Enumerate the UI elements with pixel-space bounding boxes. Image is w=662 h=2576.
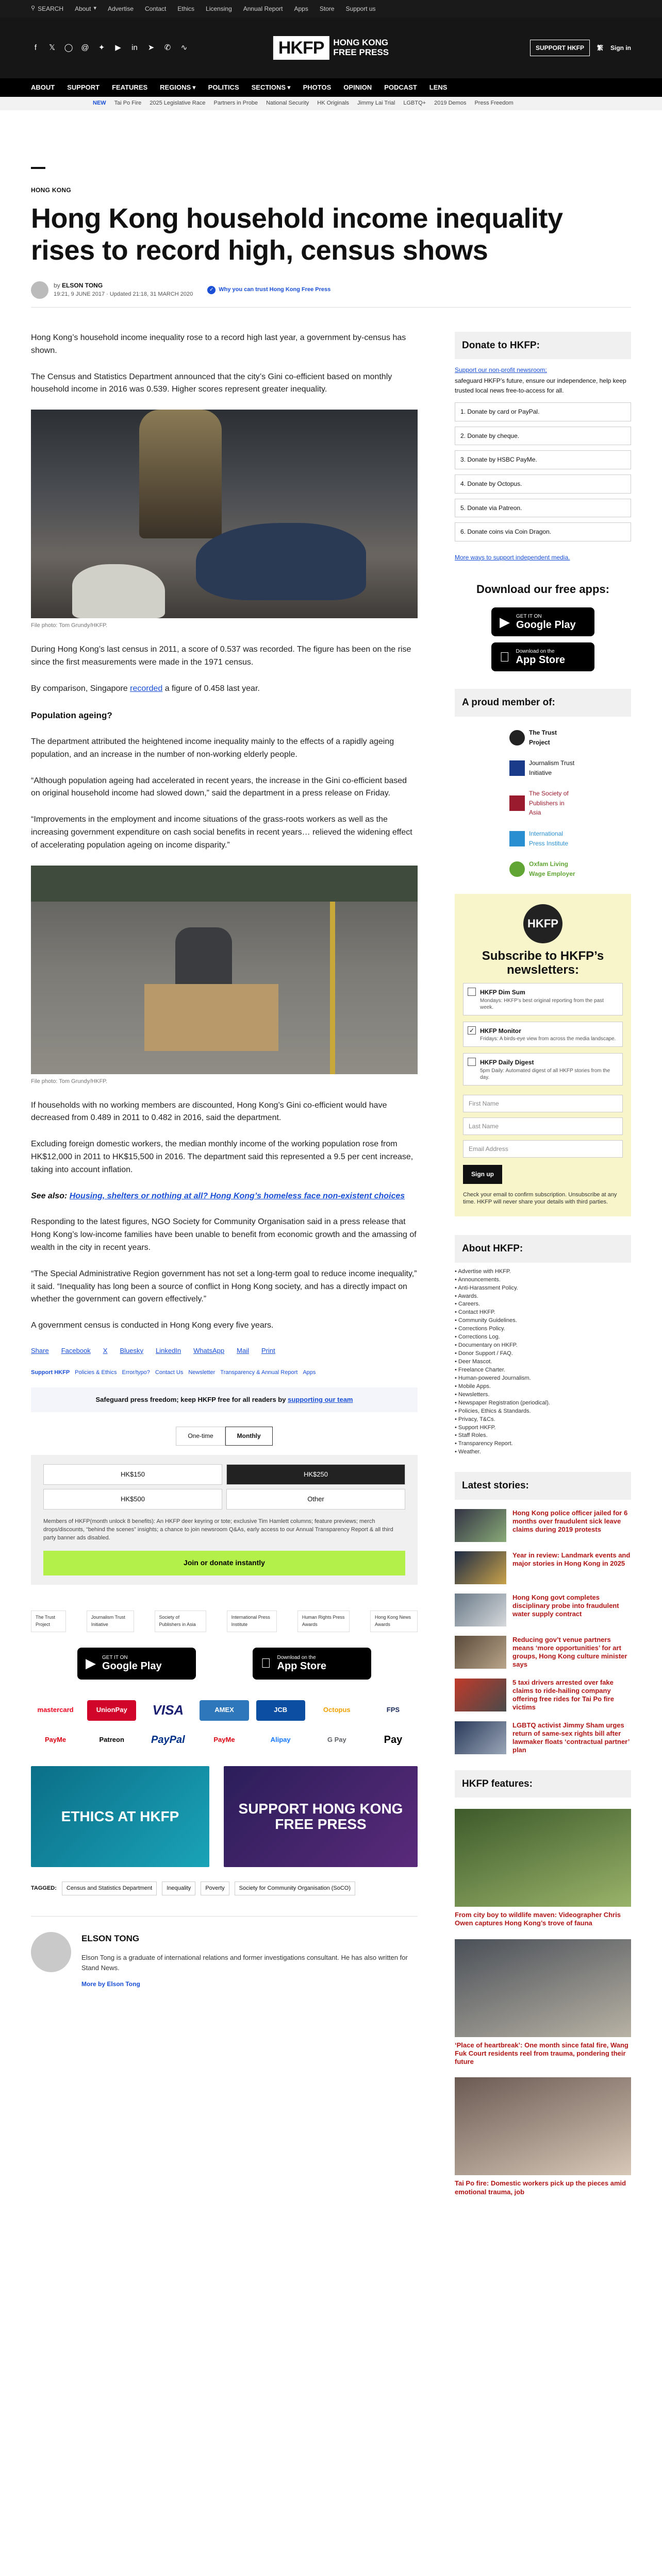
- donation-frequency: [31, 1427, 418, 1446]
- trending-item[interactable]: 2019 Demos: [434, 100, 467, 107]
- feature-image: [455, 1809, 631, 1907]
- photo-shape: [196, 523, 366, 600]
- share-print[interactable]: Print: [261, 1346, 275, 1354]
- share-facebook[interactable]: Facebook: [61, 1346, 91, 1354]
- see-also-link[interactable]: Housing, shelters or nothing at all? Hong Kong’s homeless face non-existent choices: [69, 1191, 405, 1200]
- join-donate-button[interactable]: Join or donate instantly: [43, 1551, 405, 1575]
- x-icon[interactable]: 𝕏: [48, 43, 56, 53]
- nav-regions[interactable]: REGIONS ▾: [160, 82, 196, 93]
- paragraph: Hong Kong’s household income inequality rose to a record high last year, a government by-census has shown.: [31, 333, 406, 355]
- topbar-licensing[interactable]: Licensing: [206, 5, 232, 12]
- topbar-annual-report[interactable]: Annual Report: [243, 5, 283, 12]
- about-link[interactable]: • Policies, Ethics & Standards.: [455, 1408, 631, 1416]
- about-link[interactable]: • Mobile Apps.: [455, 1383, 631, 1391]
- payment-logo: VISA: [152, 1702, 184, 1718]
- feature-story[interactable]: From city boy to wildlife maven: Videographer Chris Owen captures Hong Kong’s trove of fauna: [455, 1809, 631, 1928]
- policy-transparency[interactable]: Transparency & Annual Report: [220, 1369, 298, 1376]
- checkbox[interactable]: [468, 1058, 476, 1066]
- nav-photos[interactable]: PHOTOS: [303, 83, 332, 91]
- trending-bar: [0, 97, 662, 110]
- author-box: [31, 1916, 418, 1989]
- paragraph: “The Special Administrative Region government has not set a long-term goal to reduce income inequality,” it said. “Inequality has long been a source of conflict in Hong Kong society, and has a directly impact on whether the government can govern effectively.”: [31, 1269, 417, 1304]
- partner-logo[interactable]: The Trust Project: [31, 1611, 66, 1632]
- partner-logo[interactable]: Human Rights Press Awards: [297, 1611, 350, 1632]
- paragraph: Responding to the latest figures, NGO Society for Community Organisation said in a press release that Hong Kong’s low-income families have been unable to benefit from economic growth and the amassing of wealth in the city in recent years.: [31, 1217, 417, 1252]
- member-logo[interactable]: The Trust Project: [509, 728, 576, 747]
- donate-option[interactable]: 6. Donate coins via Coin Dragon.: [455, 522, 631, 541]
- paragraph: By comparison, Singapore recorded a figure of 0.458 last year.: [31, 684, 260, 693]
- policy-ethics[interactable]: Policies & Ethics: [75, 1369, 117, 1376]
- about-list: [455, 1268, 631, 1457]
- partner-logo[interactable]: Society of Publishers in Asia: [155, 1611, 206, 1632]
- oxfam-icon: [509, 861, 525, 877]
- payment-logo: AMEX: [200, 1700, 249, 1721]
- latest-story[interactable]: 5 taxi drivers arrested over fake claims to ride-hailing company offering free rides for Tai Po fire victims: [455, 1679, 631, 1712]
- feature-story[interactable]: Tai Po fire: Domestic workers pick up the pieces amid emotional trauma, job: [455, 2077, 631, 2196]
- feature-image: [455, 1939, 631, 2037]
- telegram-icon[interactable]: ➤: [147, 43, 155, 53]
- trending-item[interactable]: Tai Po Fire: [114, 100, 142, 107]
- tag[interactable]: Society for Community Organisation (SoCO): [235, 1882, 355, 1895]
- subscribe-note: Check your email to confirm subscription. Unsubscribe at any time. HKFP will never share your details with third parties.: [463, 1191, 617, 1206]
- page-container: [31, 167, 631, 2196]
- email-field[interactable]: Email Address: [463, 1140, 623, 1158]
- language-toggle[interactable]: 繁: [597, 44, 603, 52]
- newsletter-option[interactable]: ✓ HKFP Monitor Fridays: A birds-eye view from across the media landscape.: [463, 1022, 623, 1047]
- freq-monthly[interactable]: Monthly: [225, 1427, 273, 1446]
- tag[interactable]: Inequality: [162, 1882, 195, 1895]
- whatsapp-icon[interactable]: ✆: [164, 43, 171, 53]
- payment-logo: UnionPay: [87, 1700, 136, 1721]
- payment-logo: Alipay: [270, 1736, 291, 1744]
- nav-lens[interactable]: LENS: [429, 83, 448, 91]
- topbar-contact[interactable]: Contact: [145, 5, 167, 12]
- donate-option[interactable]: 1. Donate by card or PayPal.: [455, 402, 631, 421]
- youtube-icon[interactable]: ▶: [115, 43, 121, 53]
- apple-icon: [261, 1653, 271, 1673]
- tags-label: TAGGED:: [31, 1885, 57, 1891]
- author-avatar[interactable]: [31, 1932, 71, 1972]
- topbar-ethics[interactable]: Ethics: [177, 5, 195, 12]
- app-store-button[interactable]: Download on the App Store: [491, 642, 594, 671]
- sign-in-link[interactable]: Sign in: [610, 44, 631, 52]
- payment-logo: PayMe: [44, 1736, 67, 1744]
- support-team-link[interactable]: supporting our team: [288, 1396, 353, 1404]
- donate-strip: Safeguard press freedom; keep HKFP free for all readers by supporting our team: [31, 1387, 418, 1412]
- share-label: Share: [31, 1346, 49, 1354]
- facebook-icon[interactable]: f: [34, 43, 37, 53]
- amount-grid: [43, 1464, 405, 1510]
- about-link[interactable]: • Newspaper Registration (periodical).: [455, 1399, 631, 1408]
- freq-one-time[interactable]: One-time: [176, 1427, 225, 1446]
- about-link[interactable]: • Donor Support / FAQ.: [455, 1350, 631, 1358]
- amount-option[interactable]: HK$150: [43, 1464, 222, 1485]
- rss-icon[interactable]: ∿: [180, 43, 188, 53]
- author-name[interactable]: ELSON TONG: [81, 1933, 140, 1943]
- share-whatsapp[interactable]: WhatsApp: [193, 1346, 225, 1354]
- trending-item[interactable]: National Security: [266, 100, 309, 107]
- donate-title: Donate to HKFP:: [455, 332, 631, 359]
- share-x[interactable]: X: [103, 1346, 108, 1354]
- newsletter-option[interactable]: HKFP Daily Digest 5pm Daily: Automated digest of all HKFP stories from the day.: [463, 1053, 623, 1086]
- masthead: [0, 18, 662, 78]
- about-link[interactable]: • Anti-Harassment Policy.: [455, 1284, 631, 1293]
- payment-methods: [31, 1700, 418, 1751]
- paragraph: During Hong Kong’s last census in 2011, a score of 0.537 was recorded. The figure has been on the rise since the first measurements were made in the 1971 census.: [31, 645, 411, 667]
- payment-logo: Pay: [384, 1734, 403, 1746]
- trending-item[interactable]: Press Freedom: [474, 100, 514, 107]
- share-mail[interactable]: Mail: [237, 1346, 249, 1354]
- trending-item[interactable]: 2025 Legislative Race: [150, 100, 206, 107]
- photo-caption: File photo: Tom Grundy/HKFP.: [31, 622, 108, 629]
- payment-logo: Octopus: [323, 1706, 351, 1714]
- instagram-icon[interactable]: ◯: [64, 43, 73, 53]
- story-thumbnail: [455, 1679, 506, 1711]
- payment-logo: G Pay: [327, 1736, 346, 1744]
- new-badge: NEW: [93, 100, 106, 107]
- donate-option[interactable]: 5. Donate via Patreon.: [455, 499, 631, 518]
- partner-logos: [31, 1611, 418, 1632]
- amount-option-selected[interactable]: HK$250: [226, 1464, 405, 1485]
- topbar-apps[interactable]: Apps: [294, 5, 308, 12]
- shield-icon: ✓: [207, 286, 216, 294]
- article-dates: 19:21, 9 JUNE 2017 · Updated 21:18, 31 MARCH 2020: [54, 291, 193, 298]
- latest-story[interactable]: Hong Kong govt completes disciplinary probe into fraudulent water supply contract: [455, 1594, 631, 1626]
- story-thumbnail: [455, 1509, 506, 1542]
- signup-button[interactable]: Sign up: [463, 1165, 502, 1184]
- member-title: A proud member of:: [455, 689, 631, 716]
- latest-story[interactable]: Year in review: Landmark events and major stories in Hong Kong in 2025: [455, 1551, 631, 1584]
- ethics-banner[interactable]: ETHICS AT HKFP: [31, 1766, 209, 1867]
- photo-shape: [31, 866, 418, 902]
- hkfp-logo-circle: HKFP: [523, 904, 562, 943]
- donate-option[interactable]: 2. Donate by cheque.: [455, 427, 631, 446]
- photo-shape: [72, 564, 165, 618]
- nav-sections[interactable]: SECTIONS ▾: [252, 82, 291, 93]
- main-nav: [0, 78, 662, 97]
- about-link[interactable]: • Community Guidelines.: [455, 1317, 631, 1325]
- nav-about[interactable]: ABOUT: [31, 83, 55, 91]
- topbar-advertise[interactable]: Advertise: [107, 5, 134, 12]
- author-bio: Elson Tong is a graduate of international relations and former investigations consultant. He has also written for Stand News.: [81, 1953, 408, 1972]
- site-logo[interactable]: HKFP HONG KONG FREE PRESS: [273, 36, 389, 60]
- about-link[interactable]: • Transparency Report.: [455, 1440, 631, 1448]
- google-play-button[interactable]: ▶ GET IT ON Google Play: [491, 607, 594, 636]
- tags: [31, 1882, 418, 1895]
- newsletter-option[interactable]: HKFP Dim Sum Mondays: HKFP’s best original reporting from the past week.: [463, 983, 623, 1015]
- share-linkedin[interactable]: LinkedIn: [156, 1346, 181, 1354]
- story-thumbnail: [455, 1721, 506, 1754]
- checkbox[interactable]: [468, 988, 476, 996]
- donate-option[interactable]: 4. Donate by Octopus.: [455, 474, 631, 494]
- article-photo-2[interactable]: [31, 866, 418, 1074]
- policy-error[interactable]: Error/typo?: [122, 1369, 150, 1376]
- member-logo[interactable]: The Society of Publishers in Asia: [509, 789, 576, 818]
- google-play-icon: ▶: [500, 614, 510, 630]
- about-link[interactable]: • Corrections Policy.: [455, 1325, 631, 1333]
- about-link[interactable]: • Newsletters.: [455, 1391, 631, 1399]
- policy-contact[interactable]: Contact Us: [155, 1369, 184, 1376]
- nav-politics[interactable]: POLITICS: [208, 83, 239, 91]
- last-name-field[interactable]: Last Name: [463, 1117, 623, 1135]
- support-hkfp-button[interactable]: SUPPORT HKFP: [530, 40, 590, 57]
- nav-podcast[interactable]: PODCAST: [384, 83, 417, 91]
- story-thumbnail: [455, 1636, 506, 1669]
- category-label[interactable]: HONG KONG: [31, 187, 72, 194]
- payment-logo: JCB: [256, 1700, 305, 1721]
- author-avatar: [31, 281, 48, 299]
- chevron-down-icon: ▾: [93, 5, 96, 12]
- app-store-buttons: [31, 1648, 418, 1680]
- promo-banners: [31, 1766, 418, 1867]
- photo-shape: [144, 984, 278, 1051]
- paragraph: Excluding foreign domestic workers, the median monthly income of the working population rose from HK$12,000 in 2011 to HK$15,500 in 2016. The department said this represented a 9.5 per cent increase, taking into account inflation.: [31, 1140, 413, 1174]
- photo-caption: File photo: Tom Grundy/HKFP.: [31, 1078, 108, 1084]
- about-link[interactable]: • Freelance Charter.: [455, 1366, 631, 1375]
- policy-support[interactable]: Support HKFP: [31, 1369, 70, 1376]
- about-link[interactable]: • Weather.: [455, 1448, 631, 1456]
- byline: by ELSON TONG 19:21, 9 JUNE 2017 · Updated 21:18, 31 MARCH 2020 ✓ Why you can trust Hong Kong Free Press: [31, 281, 631, 299]
- tag[interactable]: Poverty: [201, 1882, 229, 1895]
- amount-option[interactable]: HK$500: [43, 1489, 222, 1510]
- author-link[interactable]: ELSON TONG: [62, 281, 103, 289]
- membership-description: Members of HKFP(month unlock 8 benefits): An HKFP deer keyring or tote; exclusive Tim Hamlett columns; feature previews; merch drops/discounts, “behind the scenes” insights; a chance to join newsroom Q&As, early access to our Annual Transparency Report & all third party banner ads disabled.: [43, 1518, 393, 1541]
- sidebar: [455, 332, 631, 2196]
- payment-logo: FPS: [386, 1706, 400, 1714]
- donate-link[interactable]: Support our non-profit newsroom;: [455, 366, 547, 374]
- share-bar: [31, 1346, 418, 1356]
- trust-link[interactable]: ✓ Why you can trust Hong Kong Free Press: [207, 285, 330, 294]
- sopa-icon: [509, 795, 525, 811]
- topbar-search[interactable]: ⚲ SEARCH: [31, 5, 64, 12]
- top-utility-bar: [0, 0, 662, 18]
- decorative-rule: [31, 167, 45, 169]
- about-link[interactable]: • Privacy, T&Cs.: [455, 1416, 631, 1424]
- partner-logo[interactable]: Hong Kong News Awards: [370, 1611, 418, 1632]
- share-bluesky[interactable]: Bluesky: [120, 1346, 143, 1354]
- about-link[interactable]: • Contact HKFP.: [455, 1309, 631, 1317]
- latest-story[interactable]: LGBTQ activist Jimmy Sham urges return of same-sex rights bill after lawmaker floats ‘contractual partner’ plan: [455, 1721, 631, 1755]
- policy-newsletter[interactable]: Newsletter: [188, 1369, 216, 1376]
- payment-logo: Patreon: [99, 1736, 124, 1744]
- paragraph: “Improvements in the employment and income situations of the grass-roots workers as well as the increasing government expenditure on cash social benefits in recent years… relieved the widening effect of accelerating population ageing on income disparity.”: [31, 815, 412, 850]
- photo-shape: [330, 902, 335, 1074]
- latest-title: Latest stories:: [455, 1472, 631, 1499]
- chevron-down-icon: ▾: [192, 83, 196, 91]
- topbar-support-us[interactable]: Support us: [345, 5, 376, 12]
- feature-story[interactable]: ‘Place of heartbreak’: One month since fatal fire, Wang Fuk Court residents reel from trauma, pondering their future: [455, 1939, 631, 2066]
- photo-shape: [139, 410, 222, 538]
- page-title: Hong Kong household income inequality rises to record high, census shows: [31, 202, 563, 266]
- about-title: About HKFP:: [455, 1235, 631, 1262]
- bluesky-icon[interactable]: ✦: [98, 43, 105, 53]
- member-logo[interactable]: Journalism Trust Initiative: [509, 758, 576, 777]
- payment-logo: PayPal: [151, 1734, 185, 1746]
- donate-option[interactable]: 3. Donate by HSBC PayMe.: [455, 450, 631, 469]
- policy-apps[interactable]: Apps: [303, 1369, 316, 1376]
- paragraph: The department attributed the heightened income inequality mainly to the effects of a rapidly ageing population, and an increase in the number of non-working elderly people.: [31, 737, 394, 759]
- about-link[interactable]: • Awards.: [455, 1293, 631, 1301]
- about-link[interactable]: • Careers.: [455, 1300, 631, 1309]
- policy-links: [31, 1368, 418, 1377]
- app-store-button[interactable]: Download on the App Store: [253, 1648, 371, 1680]
- about-link[interactable]: • Support HKFP.: [455, 1424, 631, 1432]
- newsletter-box: [455, 894, 631, 1216]
- about-link[interactable]: • Staff Roles.: [455, 1432, 631, 1440]
- support-banner[interactable]: SUPPORT HONG KONG FREE PRESS: [224, 1766, 418, 1867]
- trust-project-icon: [509, 730, 525, 745]
- trending-item[interactable]: Jimmy Lai Trial: [357, 100, 395, 107]
- partner-logo[interactable]: Journalism Trust Initiative: [87, 1611, 134, 1632]
- section-subhead: Population ageing?: [31, 710, 112, 720]
- google-play-icon: ▶: [86, 1655, 96, 1671]
- partner-logo[interactable]: International Press Institute: [227, 1611, 277, 1632]
- ipi-icon: [509, 831, 525, 846]
- tag[interactable]: Census and Statistics Department: [62, 1882, 157, 1895]
- about-link[interactable]: • Documentary on HKFP.: [455, 1342, 631, 1350]
- newsletter-title: Subscribe to HKFP’s newsletters:: [482, 949, 604, 977]
- first-name-field[interactable]: First Name: [463, 1095, 623, 1112]
- donate-text: safeguard HKFP’s future, ensure our independence, help keep trusted local news free-to-access for all.: [455, 377, 626, 394]
- recorded-link[interactable]: recorded: [130, 684, 163, 693]
- latest-story[interactable]: Hong Kong police officer jailed for 6 months over fraudulent sick leave claims during 2019 protests: [455, 1509, 631, 1542]
- jti-icon: [509, 760, 525, 776]
- trending-item[interactable]: HK Originals: [317, 100, 350, 107]
- story-thumbnail: [455, 1594, 506, 1626]
- threads-icon[interactable]: @: [81, 43, 89, 53]
- divider: [31, 307, 631, 308]
- nav-opinion[interactable]: OPINION: [343, 83, 372, 91]
- paragraph: The Census and Statistics Department announced that the city’s Gini co-efficient based on monthly household income in 2016 was 0.539. Higher scores represent greater inequality.: [31, 372, 392, 394]
- payment-logo: mastercard: [31, 1700, 80, 1721]
- chevron-down-icon: ▾: [287, 83, 291, 91]
- article-photo-1[interactable]: [31, 410, 418, 618]
- about-link[interactable]: • Deer Mascot.: [455, 1358, 631, 1366]
- paragraph: A government census is conducted in Hong Kong every five years.: [31, 1321, 274, 1330]
- member-logo[interactable]: International Press Institute: [509, 829, 576, 848]
- apps-title: Download our free apps:: [476, 583, 609, 596]
- payment-logo: PayMe: [213, 1736, 235, 1744]
- nav-support[interactable]: SUPPORT: [67, 83, 100, 91]
- about-link[interactable]: • Advertise with HKFP.: [455, 1268, 631, 1276]
- topbar-about[interactable]: About ▾: [75, 5, 96, 12]
- more-by-author-link[interactable]: More by Elson Tong: [81, 1980, 140, 1988]
- about-link[interactable]: • Human-powered Journalism.: [455, 1375, 631, 1383]
- see-also: See also: Housing, shelters or nothing at all? Hong Kong’s homeless face non-existent choices: [31, 1191, 405, 1200]
- amount-option-other[interactable]: Other: [226, 1489, 405, 1510]
- donation-box: [31, 1455, 418, 1585]
- features-title: HKFP features:: [455, 1770, 631, 1798]
- latest-story[interactable]: Reducing gov’t venue partners means ‘more opportunities’ for art groups, Hong Kong culture minister says: [455, 1636, 631, 1669]
- donate-options: [455, 402, 631, 541]
- search-icon: ⚲: [31, 5, 36, 12]
- member-logo[interactable]: Oxfam Living Wage Employer: [509, 859, 576, 878]
- paragraph: “Although population ageing had accelerated in recent years, the increase in the Gini co-efficient based on original household income had slowed down,” said the department in a press release on Friday.: [31, 776, 407, 798]
- social-links: [31, 43, 189, 53]
- trending-item[interactable]: LGBTQ+: [403, 100, 426, 107]
- about-link[interactable]: • Announcements.: [455, 1276, 631, 1284]
- checkbox-checked[interactable]: ✓: [468, 1026, 476, 1035]
- google-play-button[interactable]: ▶ GET IT ON Google Play: [77, 1648, 196, 1680]
- more-ways-link[interactable]: More ways to support independent media.: [455, 553, 570, 561]
- apple-icon: [500, 647, 510, 667]
- topbar-store[interactable]: Store: [319, 5, 335, 12]
- about-link[interactable]: • Corrections Log.: [455, 1333, 631, 1342]
- nav-features[interactable]: FEATURES: [112, 83, 148, 91]
- story-thumbnail: [455, 1551, 506, 1584]
- paragraph: If households with no working members are discounted, Hong Kong’s Gini co-efficient would have decreased from 0.489 in 2011 to 0.482 in 2016, said the department.: [31, 1100, 387, 1123]
- trending-item[interactable]: Partners in Probe: [213, 100, 258, 107]
- article-body: [31, 332, 418, 1989]
- feature-image: [455, 2077, 631, 2175]
- linkedin-icon[interactable]: in: [131, 43, 138, 53]
